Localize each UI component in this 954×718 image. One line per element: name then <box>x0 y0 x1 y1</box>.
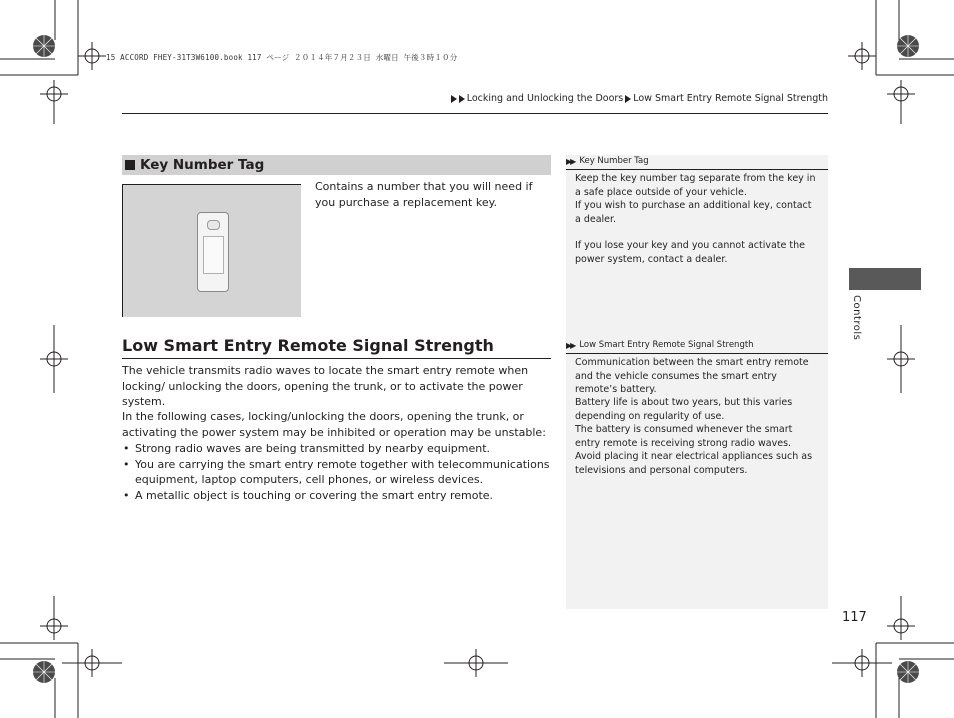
breadcrumb-item[interactable]: Low Smart Entry Remote Signal Strength <box>633 93 828 104</box>
list-item: • You are carrying the smart entry remote together with telecommunications equipment, laptop computers, cell phones, or wireless devices. <box>122 457 554 488</box>
signal-paragraph-2: In the following cases, locking/unlocking the doors, opening the trunk, or activating the power system may be inhibited or operation may be unstable: <box>122 410 546 439</box>
key-tag-icon <box>197 212 229 292</box>
key-tag-paragraph: Contains a number that you will need if you purchase a replacement key. <box>315 180 533 209</box>
notes-sidebar <box>566 155 828 609</box>
note-text: If you lose your key and you cannot activate the power system, contact a dealer. <box>575 240 805 265</box>
page-number: 117 <box>842 610 867 625</box>
note-heading <box>566 156 649 166</box>
note-text: If you wish to purchase an additional key, contact a dealer. <box>575 200 812 225</box>
note-text: Keep the key number tag separate from the key in a safe place outside of your vehicle. <box>575 173 816 198</box>
breadcrumb <box>451 93 828 104</box>
reference-arrow-icon: ▶▶ <box>566 156 575 166</box>
signal-paragraph-1: The vehicle transmits radio waves to locate the smart entry remote when locking/ unlocking the doors, opening the trunk, or to activate the power system. <box>122 364 529 408</box>
signal-strength-heading: Low Smart Entry Remote Signal Strength <box>122 336 494 355</box>
note-heading <box>566 340 754 350</box>
list-item: • A metallic object is touching or covering the smart entry remote. <box>122 488 554 504</box>
chapter-tab-label[interactable]: Controls <box>851 295 862 341</box>
section-title: Key Number Tag <box>140 157 265 173</box>
key-number-tag-heading-bar <box>122 155 551 175</box>
breadcrumb-arrow-icon <box>625 95 631 103</box>
key-tag-label-area <box>203 236 224 274</box>
note-title: Low Smart Entry Remote Signal Strength <box>579 340 754 350</box>
note-rule <box>566 169 828 170</box>
breadcrumb-arrow-icon <box>451 95 457 103</box>
note-rule <box>566 353 828 354</box>
heading-rule <box>122 358 551 359</box>
print-header: 15 ACCORD FHEY-31T3W6100.book 117 ページ ２０１４年７月２３日 水曜日 午後３時１０分 <box>106 53 458 62</box>
key-tag-hole <box>207 220 220 230</box>
key-number-tag-illustration <box>122 184 301 317</box>
breadcrumb-item[interactable]: Locking and Unlocking the Doors <box>466 93 624 104</box>
reference-arrow-icon: ▶▶ <box>566 340 575 350</box>
list-item: • Strong radio waves are being transmitted by nearby equipment. <box>122 441 554 457</box>
chapter-tab[interactable] <box>849 268 921 290</box>
condition-list <box>122 441 554 503</box>
note-text: The battery is consumed whenever the smart entry remote is receiving strong radio waves. Avoid placing it near electrical appliances such as televisions and personal computers. <box>575 424 813 476</box>
note-text: Communication between the smart entry remote and the vehicle consumes the smart entry remote’s battery. <box>575 357 809 395</box>
note-text: Battery life is about two years, but this varies depending on regularity of use. <box>575 397 793 422</box>
breadcrumb-arrow-icon <box>459 95 465 103</box>
square-bullet-icon <box>125 160 135 170</box>
header-rule <box>122 113 828 114</box>
note-title: Key Number Tag <box>579 156 649 166</box>
